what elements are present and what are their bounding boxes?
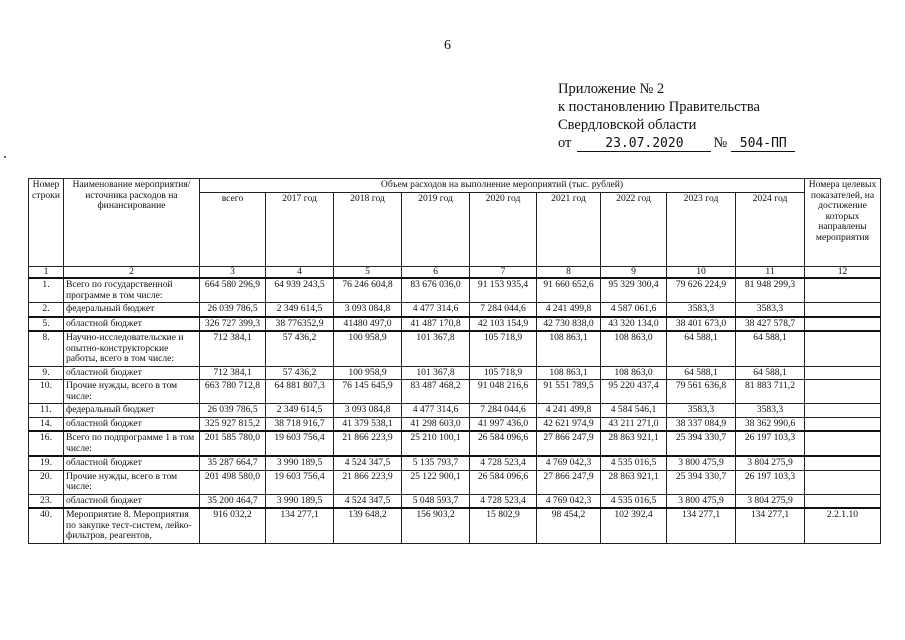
target-cell bbox=[805, 431, 881, 456]
value-cell: 81 883 711,2 bbox=[736, 380, 805, 404]
value-cell: 64 588,1 bbox=[736, 331, 805, 366]
column-number: 12 bbox=[805, 266, 881, 278]
value-cell: 64 588,1 bbox=[736, 366, 805, 380]
row-name: Всего по подпрограмме 1 в том числе: bbox=[64, 431, 200, 456]
row-number: 9. bbox=[29, 366, 64, 380]
header-targets: Номера целевых показателей, на достижение которых направлены мероприятия bbox=[805, 179, 881, 267]
header-volume: Объем расходов на выполнение мероприятий (тыс. рублей) bbox=[200, 179, 805, 193]
appendix-header bbox=[558, 80, 795, 152]
value-cell: 26 039 786,5 bbox=[200, 303, 266, 317]
value-cell: 325 927 815,2 bbox=[200, 417, 266, 431]
table-row bbox=[29, 366, 881, 380]
value-cell: 19 603 756,4 bbox=[266, 470, 334, 494]
value-cell: 4 535 016,5 bbox=[601, 494, 667, 508]
value-cell: 83 676 036,0 bbox=[402, 278, 470, 303]
budget-table bbox=[28, 178, 881, 544]
value-cell: 102 392,4 bbox=[601, 508, 667, 543]
value-cell: 79 561 636,8 bbox=[667, 380, 736, 404]
row-number: 10. bbox=[29, 380, 64, 404]
scan-speck bbox=[4, 156, 6, 158]
row-name: федеральный бюджет bbox=[64, 404, 200, 418]
row-number: 14. bbox=[29, 417, 64, 431]
value-cell: 38 718 916,7 bbox=[266, 417, 334, 431]
value-cell: 101 367,8 bbox=[402, 331, 470, 366]
value-cell: 64 588,1 bbox=[667, 366, 736, 380]
value-cell: 712 384,1 bbox=[200, 366, 266, 380]
appendix-line-2: к постановлению Правительства bbox=[558, 99, 760, 115]
column-number: 9 bbox=[601, 266, 667, 278]
value-cell: 4 241 499,8 bbox=[537, 404, 601, 418]
value-cell: 15 802,9 bbox=[470, 508, 537, 543]
column-number: 1 bbox=[29, 266, 64, 278]
value-cell: 3583,3 bbox=[667, 303, 736, 317]
table-row bbox=[29, 303, 881, 317]
value-cell: 4 769 042,3 bbox=[537, 456, 601, 470]
value-cell: 81 948 299,3 bbox=[736, 278, 805, 303]
value-cell: 5 048 593,7 bbox=[402, 494, 470, 508]
value-cell: 27 866 247,9 bbox=[537, 431, 601, 456]
value-cell: 4 535 016,5 bbox=[601, 456, 667, 470]
row-number: 23. bbox=[29, 494, 64, 508]
row-number: 8. bbox=[29, 331, 64, 366]
page-number: 6 bbox=[444, 38, 451, 53]
value-cell: 21 866 223,9 bbox=[334, 470, 402, 494]
row-name: федеральный бюджет bbox=[64, 303, 200, 317]
value-cell: 83 487 468,2 bbox=[402, 380, 470, 404]
header-year: 2023 год bbox=[667, 192, 736, 266]
row-name: областной бюджет bbox=[64, 366, 200, 380]
column-number: 10 bbox=[667, 266, 736, 278]
value-cell: 38 776352,9 bbox=[266, 317, 334, 332]
target-cell bbox=[805, 278, 881, 303]
value-cell: 3583,3 bbox=[667, 404, 736, 418]
row-name: областной бюджет bbox=[64, 417, 200, 431]
number-label: № bbox=[713, 135, 728, 151]
table-row bbox=[29, 317, 881, 332]
value-cell: 43 211 271,0 bbox=[601, 417, 667, 431]
value-cell: 3 093 084,8 bbox=[334, 404, 402, 418]
header-year: 2017 год bbox=[266, 192, 334, 266]
target-cell bbox=[805, 303, 881, 317]
value-cell: 95 329 300,4 bbox=[601, 278, 667, 303]
row-number: 16. bbox=[29, 431, 64, 456]
target-cell bbox=[805, 456, 881, 470]
row-number: 2. bbox=[29, 303, 64, 317]
value-cell: 28 863 921,1 bbox=[601, 470, 667, 494]
value-cell: 35 200 464,7 bbox=[200, 494, 266, 508]
column-number: 7 bbox=[470, 266, 537, 278]
value-cell: 98 454,2 bbox=[537, 508, 601, 543]
value-cell: 5 135 793,7 bbox=[402, 456, 470, 470]
value-cell: 3 800 475,9 bbox=[667, 494, 736, 508]
value-cell: 41 487 170,8 bbox=[402, 317, 470, 332]
header-year: всего bbox=[200, 192, 266, 266]
column-number: 5 bbox=[334, 266, 402, 278]
value-cell: 41 298 603,0 bbox=[402, 417, 470, 431]
table-row bbox=[29, 278, 881, 303]
value-cell: 26 197 103,3 bbox=[736, 431, 805, 456]
header-year: 2021 год bbox=[537, 192, 601, 266]
row-name: Прочие нужды, всего в том числе: bbox=[64, 470, 200, 494]
value-cell: 664 580 296,9 bbox=[200, 278, 266, 303]
target-cell bbox=[805, 331, 881, 366]
row-number: 5. bbox=[29, 317, 64, 332]
table-row bbox=[29, 404, 881, 418]
column-number: 2 bbox=[64, 266, 200, 278]
value-cell: 4 728 523,4 bbox=[470, 494, 537, 508]
value-cell: 3 990 189,5 bbox=[266, 494, 334, 508]
value-cell: 42 621 974,9 bbox=[537, 417, 601, 431]
table-row bbox=[29, 470, 881, 494]
value-cell: 3 990 189,5 bbox=[266, 456, 334, 470]
value-cell: 38 401 673,0 bbox=[667, 317, 736, 332]
value-cell: 3583,3 bbox=[736, 404, 805, 418]
value-cell: 101 367,8 bbox=[402, 366, 470, 380]
value-cell: 3583,3 bbox=[736, 303, 805, 317]
value-cell: 38 427 578,7 bbox=[736, 317, 805, 332]
value-cell: 3 093 084,8 bbox=[334, 303, 402, 317]
value-cell: 4 477 314,6 bbox=[402, 303, 470, 317]
value-cell: 76 145 645,9 bbox=[334, 380, 402, 404]
table-row bbox=[29, 508, 881, 543]
value-cell: 105 718,9 bbox=[470, 331, 537, 366]
value-cell: 41480 497,0 bbox=[334, 317, 402, 332]
table-body bbox=[29, 266, 881, 543]
value-cell: 3 800 475,9 bbox=[667, 456, 736, 470]
value-cell: 26 039 786,5 bbox=[200, 404, 266, 418]
header-year: 2018 год bbox=[334, 192, 402, 266]
value-cell: 108 863,0 bbox=[601, 331, 667, 366]
column-number: 6 bbox=[402, 266, 470, 278]
value-cell: 3 804 275,9 bbox=[736, 494, 805, 508]
value-cell: 76 246 604,8 bbox=[334, 278, 402, 303]
value-cell: 64 881 807,3 bbox=[266, 380, 334, 404]
value-cell: 326 727 399,3 bbox=[200, 317, 266, 332]
value-cell: 21 866 223,9 bbox=[334, 431, 402, 456]
column-number: 11 bbox=[736, 266, 805, 278]
target-cell bbox=[805, 366, 881, 380]
value-cell: 100 958,9 bbox=[334, 331, 402, 366]
value-cell: 108 863,1 bbox=[537, 366, 601, 380]
value-cell: 91 048 216,6 bbox=[470, 380, 537, 404]
value-cell: 4 769 042,3 bbox=[537, 494, 601, 508]
value-cell: 42 730 838,0 bbox=[537, 317, 601, 332]
header-name: Наименование мероприятия/ источника расходов на финансирование bbox=[64, 179, 200, 267]
value-cell: 43 320 134,0 bbox=[601, 317, 667, 332]
from-label: от bbox=[558, 135, 572, 151]
value-cell: 79 626 224,9 bbox=[667, 278, 736, 303]
value-cell: 108 863,1 bbox=[537, 331, 601, 366]
value-cell: 139 648,2 bbox=[334, 508, 402, 543]
value-cell: 28 863 921,1 bbox=[601, 431, 667, 456]
table-row bbox=[29, 494, 881, 508]
value-cell: 25 394 330,7 bbox=[667, 470, 736, 494]
value-cell: 2 349 614,5 bbox=[266, 303, 334, 317]
value-cell: 201 585 780,0 bbox=[200, 431, 266, 456]
row-number: 1. bbox=[29, 278, 64, 303]
target-cell: 2.2.1.10 bbox=[805, 508, 881, 543]
value-cell: 26 584 096,6 bbox=[470, 470, 537, 494]
column-number: 8 bbox=[537, 266, 601, 278]
resolution-number: 504-ПП bbox=[731, 136, 795, 152]
value-cell: 26 584 096,6 bbox=[470, 431, 537, 456]
table-row bbox=[29, 331, 881, 366]
value-cell: 201 498 580,0 bbox=[200, 470, 266, 494]
row-number: 11. bbox=[29, 404, 64, 418]
table-row bbox=[29, 417, 881, 431]
value-cell: 25 122 900,1 bbox=[402, 470, 470, 494]
target-cell bbox=[805, 380, 881, 404]
value-cell: 57 436,2 bbox=[266, 366, 334, 380]
value-cell: 3 804 275,9 bbox=[736, 456, 805, 470]
target-cell bbox=[805, 494, 881, 508]
header-row-number: Номер строки bbox=[29, 179, 64, 267]
value-cell: 57 436,2 bbox=[266, 331, 334, 366]
value-cell: 64 939 243,5 bbox=[266, 278, 334, 303]
row-name: областной бюджет bbox=[64, 456, 200, 470]
target-cell bbox=[805, 317, 881, 332]
value-cell: 916 032,2 bbox=[200, 508, 266, 543]
row-name: Всего по государственной программе в том числе: bbox=[64, 278, 200, 303]
value-cell: 105 718,9 bbox=[470, 366, 537, 380]
row-name: Прочие нужды, всего в том числе: bbox=[64, 380, 200, 404]
value-cell: 4 728 523,4 bbox=[470, 456, 537, 470]
value-cell: 26 197 103,3 bbox=[736, 470, 805, 494]
target-cell bbox=[805, 417, 881, 431]
value-cell: 38 337 084,9 bbox=[667, 417, 736, 431]
value-cell: 663 780 712,8 bbox=[200, 380, 266, 404]
target-cell bbox=[805, 404, 881, 418]
column-number: 3 bbox=[200, 266, 266, 278]
value-cell: 91 551 789,5 bbox=[537, 380, 601, 404]
row-number: 40. bbox=[29, 508, 64, 543]
value-cell: 134 277,1 bbox=[736, 508, 805, 543]
header-year: 2022 год bbox=[601, 192, 667, 266]
value-cell: 156 903,2 bbox=[402, 508, 470, 543]
value-cell: 25 394 330,7 bbox=[667, 431, 736, 456]
resolution-date-number bbox=[558, 134, 795, 152]
value-cell: 4 524 347,5 bbox=[334, 456, 402, 470]
row-number: 19. bbox=[29, 456, 64, 470]
value-cell: 25 210 100,1 bbox=[402, 431, 470, 456]
value-cell: 2 349 614,5 bbox=[266, 404, 334, 418]
header-year: 2024 год bbox=[736, 192, 805, 266]
row-number: 20. bbox=[29, 470, 64, 494]
target-cell bbox=[805, 470, 881, 494]
value-cell: 712 384,1 bbox=[200, 331, 266, 366]
value-cell: 4 477 314,6 bbox=[402, 404, 470, 418]
table-row bbox=[29, 456, 881, 470]
value-cell: 4 587 061,6 bbox=[601, 303, 667, 317]
value-cell: 134 277,1 bbox=[667, 508, 736, 543]
value-cell: 91 660 652,6 bbox=[537, 278, 601, 303]
value-cell: 7 284 044,6 bbox=[470, 303, 537, 317]
value-cell: 64 588,1 bbox=[667, 331, 736, 366]
row-name: Мероприятие 8. Мероприятия по закупке тест-систем, лейко-фильтров, реагентов, bbox=[64, 508, 200, 543]
value-cell: 38 362 990,6 bbox=[736, 417, 805, 431]
value-cell: 4 584 546,1 bbox=[601, 404, 667, 418]
value-cell: 91 153 935,4 bbox=[470, 278, 537, 303]
value-cell: 35 287 664,7 bbox=[200, 456, 266, 470]
appendix-line-3: Свердловской области bbox=[558, 117, 697, 133]
value-cell: 95 220 437,4 bbox=[601, 380, 667, 404]
value-cell: 4 241 499,8 bbox=[537, 303, 601, 317]
resolution-date: 23.07.2020 bbox=[577, 136, 711, 152]
header-year: 2019 год bbox=[402, 192, 470, 266]
value-cell: 41 997 436,0 bbox=[470, 417, 537, 431]
value-cell: 134 277,1 bbox=[266, 508, 334, 543]
value-cell: 108 863,0 bbox=[601, 366, 667, 380]
value-cell: 41 379 538,1 bbox=[334, 417, 402, 431]
table-row bbox=[29, 380, 881, 404]
value-cell: 19 603 756,4 bbox=[266, 431, 334, 456]
column-numbers-row bbox=[29, 266, 881, 278]
table-row bbox=[29, 431, 881, 456]
value-cell: 27 866 247,9 bbox=[537, 470, 601, 494]
row-name: областной бюджет bbox=[64, 494, 200, 508]
value-cell: 42 103 154,9 bbox=[470, 317, 537, 332]
row-name: областной бюджет bbox=[64, 317, 200, 332]
row-name: Научно-исследовательские и опытно-конструкторские работы, всего в том числе: bbox=[64, 331, 200, 366]
value-cell: 7 284 044,6 bbox=[470, 404, 537, 418]
value-cell: 4 524 347,5 bbox=[334, 494, 402, 508]
column-number: 4 bbox=[266, 266, 334, 278]
value-cell: 100 958,9 bbox=[334, 366, 402, 380]
header-year: 2020 год bbox=[470, 192, 537, 266]
appendix-line-1: Приложение № 2 bbox=[558, 81, 665, 97]
